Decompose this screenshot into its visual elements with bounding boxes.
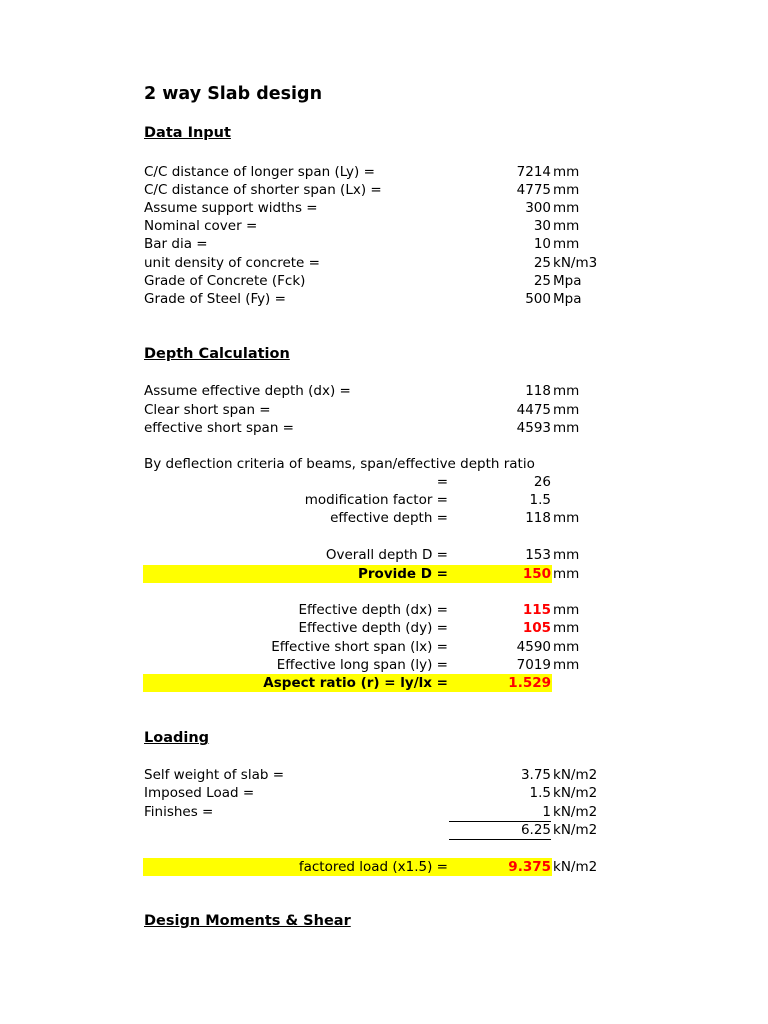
section-depth-calculation: Depth Calculation bbox=[144, 346, 290, 362]
row-label: modification factor = bbox=[304, 492, 448, 508]
input-row bbox=[0, 272, 768, 290]
row-unit: mm bbox=[553, 200, 580, 216]
row-label: Provide D = bbox=[358, 566, 448, 582]
row-value: 118 bbox=[525, 510, 551, 526]
depth-row bbox=[0, 401, 768, 419]
row-value: 105 bbox=[522, 620, 551, 636]
row-label: Finishes = bbox=[144, 804, 214, 820]
row-unit: mm bbox=[553, 510, 580, 526]
row-unit: kN/m2 bbox=[553, 767, 598, 783]
row-label: Grade of Concrete (Fck) bbox=[144, 273, 306, 289]
modification-row bbox=[0, 491, 768, 509]
row-unit: mm bbox=[553, 164, 580, 180]
row-label: Effective depth (dx) = bbox=[298, 602, 448, 618]
row-label: Bar dia = bbox=[144, 236, 208, 252]
load-row bbox=[0, 803, 768, 821]
row-label: Assume support widths = bbox=[144, 200, 318, 216]
row-value: 26 bbox=[533, 474, 551, 490]
row-value: 1.5 bbox=[529, 785, 551, 801]
row-value: 153 bbox=[525, 547, 551, 563]
row-label: Effective long span (ly) = bbox=[276, 657, 448, 673]
sum-line-bottom bbox=[449, 839, 551, 840]
row-unit: mm bbox=[553, 639, 580, 655]
row-label: factored load (x1.5) = bbox=[298, 859, 448, 875]
row-unit: Mpa bbox=[553, 273, 582, 289]
effective-row bbox=[0, 656, 768, 674]
effective-depth-row bbox=[0, 509, 768, 527]
row-unit: mm bbox=[553, 236, 580, 252]
row-value: 7019 bbox=[516, 657, 551, 673]
row-unit: kN/m3 bbox=[553, 255, 598, 271]
input-row bbox=[0, 163, 768, 181]
input-row bbox=[0, 235, 768, 253]
input-row bbox=[0, 217, 768, 235]
input-row bbox=[0, 254, 768, 272]
effective-row bbox=[0, 619, 768, 637]
row-unit: mm bbox=[553, 383, 580, 399]
row-unit: mm bbox=[553, 620, 580, 636]
section-loading: Loading bbox=[144, 730, 210, 746]
row-value: 118 bbox=[525, 383, 551, 399]
row-label: Self weight of slab = bbox=[144, 767, 285, 783]
page-title: 2 way Slab design bbox=[144, 84, 323, 104]
row-label: unit density of concrete = bbox=[144, 255, 320, 271]
row-label: Assume effective depth (dx) = bbox=[144, 383, 351, 399]
row-value: 3.75 bbox=[520, 767, 551, 783]
row-label: Clear short span = bbox=[144, 402, 271, 418]
input-row bbox=[0, 290, 768, 308]
row-value: 10 bbox=[533, 236, 551, 252]
row-label: Aspect ratio (r) = ly/lx = bbox=[263, 675, 448, 691]
row-label: = bbox=[436, 474, 448, 490]
row-label: C/C distance of longer span (Ly) = bbox=[144, 164, 375, 180]
deflection-note bbox=[0, 455, 768, 473]
row-unit: kN/m2 bbox=[553, 804, 598, 820]
row-label: effective depth = bbox=[330, 510, 448, 526]
load-row bbox=[0, 766, 768, 784]
row-unit: mm bbox=[553, 602, 580, 618]
row-label: C/C distance of shorter span (Lx) = bbox=[144, 182, 382, 198]
row-unit: kN/m2 bbox=[553, 859, 598, 875]
row-value: 4590 bbox=[516, 639, 551, 655]
input-row bbox=[0, 181, 768, 199]
effective-row bbox=[0, 601, 768, 619]
ratio-row bbox=[0, 473, 768, 491]
row-label: effective short span = bbox=[144, 420, 294, 436]
row-value: 9.375 bbox=[508, 859, 551, 875]
row-value: 25 bbox=[533, 273, 551, 289]
section-data-input: Data Input bbox=[144, 125, 231, 141]
row-unit: mm bbox=[553, 547, 580, 563]
depth-row bbox=[0, 382, 768, 400]
provide-depth-row bbox=[0, 565, 768, 583]
row-label: Imposed Load = bbox=[144, 785, 255, 801]
row-unit: Mpa bbox=[553, 291, 582, 307]
row-value: 4475 bbox=[516, 402, 551, 418]
row-label: Overall depth D = bbox=[325, 547, 448, 563]
row-unit: kN/m2 bbox=[553, 822, 598, 838]
row-unit: mm bbox=[553, 566, 580, 582]
row-unit: mm bbox=[553, 657, 580, 673]
depth-row bbox=[0, 419, 768, 437]
row-value: 150 bbox=[522, 566, 551, 582]
row-label: Nominal cover = bbox=[144, 218, 258, 234]
row-value: 115 bbox=[522, 602, 551, 618]
row-unit: mm bbox=[553, 420, 580, 436]
effective-row bbox=[0, 638, 768, 656]
row-unit: mm bbox=[553, 218, 580, 234]
row-value: 25 bbox=[533, 255, 551, 271]
row-value: 7214 bbox=[516, 164, 551, 180]
row-value: 1.529 bbox=[508, 675, 551, 691]
row-label: Effective depth (dy) = bbox=[298, 620, 448, 636]
row-label: Grade of Steel (Fy) = bbox=[144, 291, 286, 307]
aspect-ratio-row bbox=[0, 674, 768, 692]
highlight-band bbox=[143, 565, 552, 583]
row-value: 1 bbox=[542, 804, 551, 820]
row-value: 1.5 bbox=[529, 492, 551, 508]
load-row bbox=[0, 784, 768, 802]
row-unit: kN/m2 bbox=[553, 785, 598, 801]
input-row bbox=[0, 199, 768, 217]
section-design-moments: Design Moments & Shear bbox=[144, 913, 351, 929]
overall-depth-row bbox=[0, 546, 768, 564]
row-label: Effective short span (lx) = bbox=[271, 639, 448, 655]
row-value: 4593 bbox=[516, 420, 551, 436]
factored-load-row bbox=[0, 858, 768, 876]
row-unit: mm bbox=[553, 182, 580, 198]
load-total-row bbox=[0, 821, 768, 839]
row-value: 30 bbox=[533, 218, 551, 234]
row-value: 6.25 bbox=[520, 822, 551, 838]
row-value: 4775 bbox=[516, 182, 551, 198]
row-value: 500 bbox=[525, 291, 551, 307]
row-label: By deflection criteria of beams, span/effective depth ratio bbox=[144, 456, 535, 472]
row-unit: mm bbox=[553, 402, 580, 418]
row-value: 300 bbox=[525, 200, 551, 216]
